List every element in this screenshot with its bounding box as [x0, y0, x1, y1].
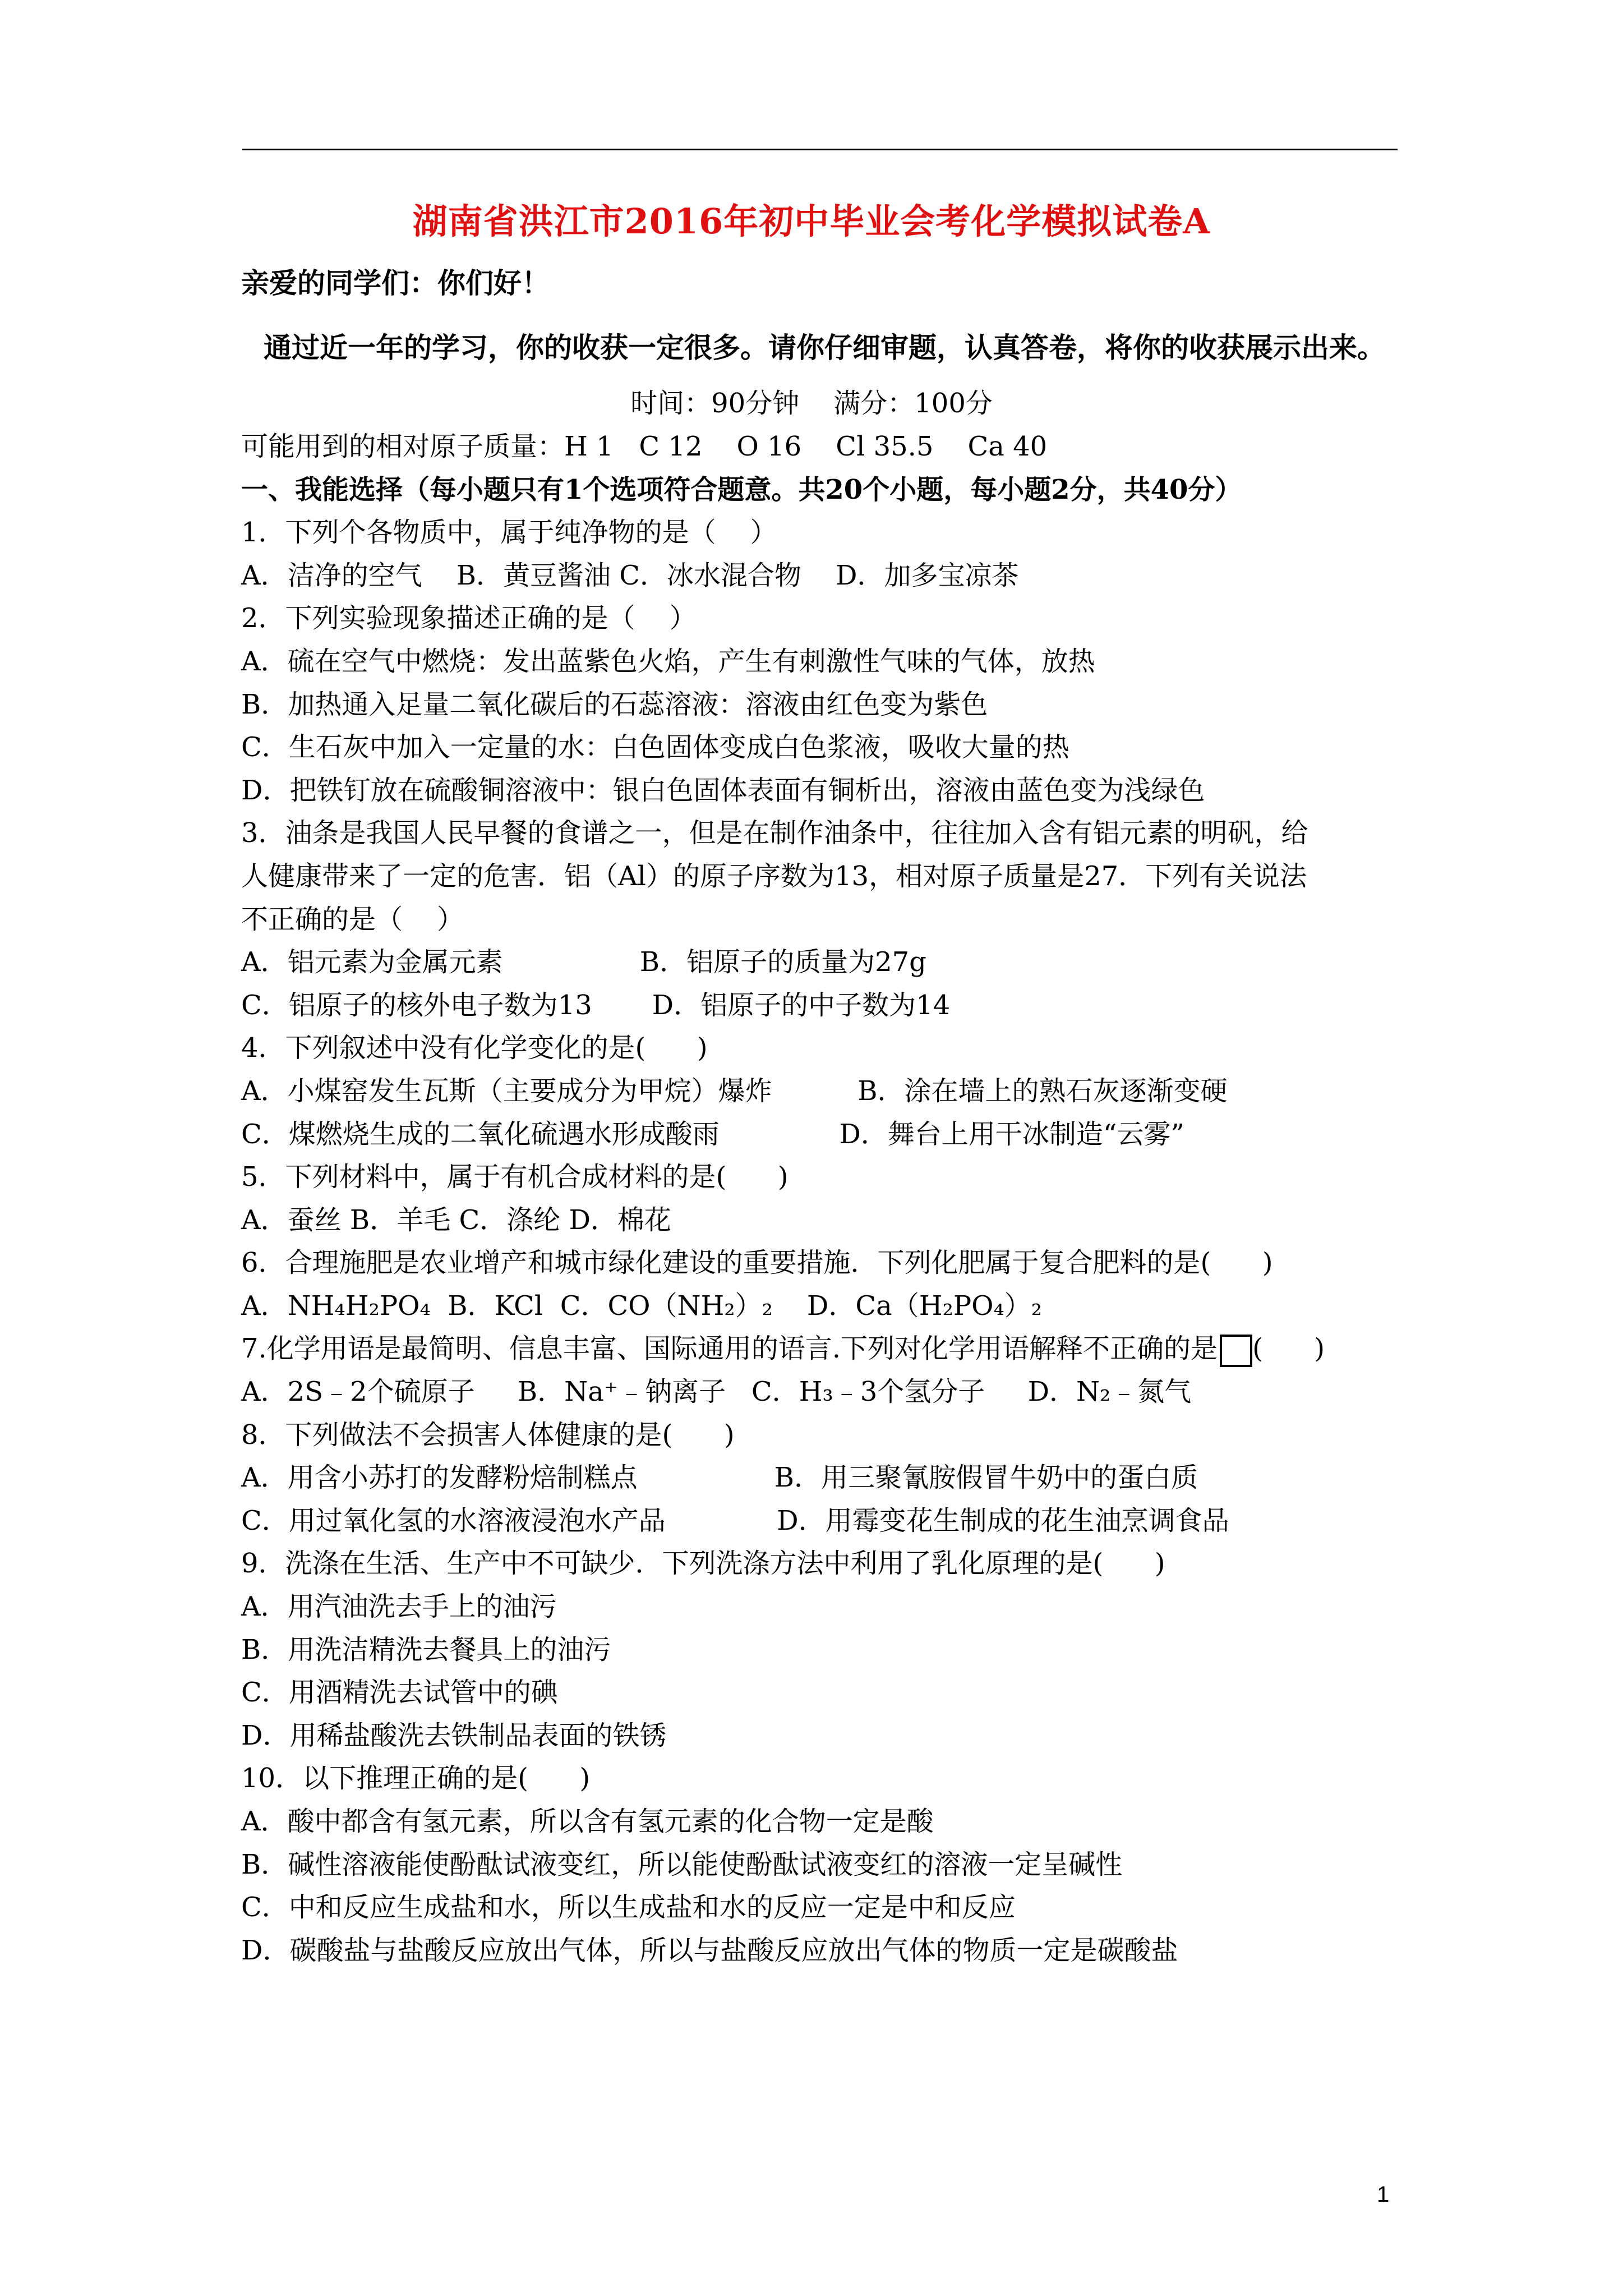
question-9-option-d: D．用稀盐酸洗去铁制品表面的铁锈 — [241, 1719, 667, 1751]
question-9-option-b: B．用洗洁精洗去餐具上的油污 — [241, 1634, 611, 1665]
question-8-options-cd: C．用过氧化氢的水溶液浸泡水产品 D．用霉变花生制成的花生油烹调食品 — [241, 1504, 1229, 1536]
question-5: 5．下列材料中，属于有机合成材料的是( ) — [241, 1161, 789, 1193]
exam-body — [241, 425, 1325, 1972]
intro-text: 通过近一年的学习，你的收获一定很多。请你仔细审题，认真答卷，将你的收获展示出来。 — [264, 331, 1385, 364]
question-10-option-b: B．碱性溶液能使酚酞试液变红，所以能使酚酞试液变红的溶液一定呈碱性 — [241, 1848, 1123, 1880]
question-1-options: A．洁净的空气 B．黄豆酱油 C．冰水混合物 D．加多宝凉茶 — [241, 559, 1019, 591]
section-heading: 一、我能选择（每小题只有1个选项符合题意。共20个小题，每小题2分，共40分） — [241, 473, 1242, 505]
question-7-options: A．2S﹣2个硫原子 B．Na⁺﹣钠离子 C．H₃﹣3个氢分子 D．N₂﹣氮气 — [241, 1376, 1192, 1408]
question-8: 8．下列做法不会损害人体健康的是( ) — [241, 1419, 735, 1451]
question-10-option-a: A．酸中都含有氢元素，所以含有氢元素的化合物一定是酸 — [241, 1806, 934, 1837]
question-10: 10．以下推理正确的是( ) — [241, 1763, 591, 1795]
question-4-options-ab: A．小煤窑发生瓦斯（主要成分为甲烷）爆炸 B．涂在墙上的熟石灰逐渐变硬 — [241, 1075, 1228, 1107]
question-3-line-1: 3．油条是我国人民早餐的食谱之一，但是在制作油条中，往往加入含有铝元素的明矾，给 — [241, 817, 1308, 849]
question-2-option-b: B．加热通入足量二氧化碳后的石蕊溶液：溶液由红色变为紫色 — [241, 688, 988, 720]
question-6: 6．合理施肥是农业增产和城市绿化建设的重要措施．下列化肥属于复合肥料的是( ) — [241, 1247, 1273, 1279]
question-3-options-cd: C．铝原子的核外电子数为13 D．铝原子的中子数为14 — [241, 989, 951, 1021]
question-7 — [241, 1327, 1325, 1370]
question-4: 4．下列叙述中没有化学变化的是( ) — [241, 1032, 708, 1064]
question-2: 2．下列实验现象描述正确的是（ ） — [241, 602, 697, 634]
question-2-option-c: C．生石灰中加入一定量的水：白色固体变成白色浆液，吸收大量的热 — [241, 731, 1069, 763]
question-9: 9．洗涤在生活、生产中不可缺少．下列洗涤方法中利用了乳化原理的是( ) — [241, 1548, 1165, 1580]
question-1: 1．下列个各物质中，属于纯净物的是（ ） — [241, 517, 777, 549]
question-8-options-ab: A．用含小苏打的发酵粉焙制糕点 B．用三聚氰胺假冒牛奶中的蛋白质 — [241, 1462, 1198, 1494]
question-5-options: A．蚕丝 B．羊毛 C．涤纶 D．棉花 — [241, 1204, 671, 1236]
question-10-option-d: D．碳酸盐与盐酸反应放出气体，所以与盐酸反应放出气体的物质一定是碳酸盐 — [241, 1934, 1178, 1966]
question-6-options: A．NH₄H₂PO₄ B．KCl C．CO（NH₂）₂ D．Ca（H₂PO₄）₂ — [241, 1290, 1042, 1322]
time-info: 时间：90分钟 满分：100分 — [630, 388, 993, 419]
question-9-option-a: A．用汽油洗去手上的油污 — [241, 1591, 557, 1623]
page-number: 1 — [1377, 2182, 1390, 2207]
question-2-option-a: A．硫在空气中燃烧：发出蓝紫色火焰，产生有刺激性气味的气体，放热 — [241, 645, 1095, 677]
header-rule — [242, 149, 1398, 150]
question-10-option-c: C．中和反应生成盐和水，所以生成盐和水的反应一定是中和反应 — [241, 1892, 1016, 1924]
question-7-text: 7.化学用语是最简明、信息丰富、国际通用的语言.下列对化学用语解释不正确的是 — [241, 1333, 1218, 1365]
question-9-option-c: C．用酒精洗去试管中的碘 — [241, 1677, 558, 1709]
atomic-mass-line: 可能用到的相对原子质量：H 1 C 12 O 16 Cl 35.5 Ca 40 — [241, 431, 1048, 462]
answer-box[interactable] — [1220, 1335, 1252, 1367]
question-3-options-ab: A．铝元素为金属元素 B．铝原子的质量为27g — [241, 946, 926, 978]
question-4-options-cd: C．煤燃烧生成的二氧化硫遇水形成酸雨 D．舞台上用干冰制造“云雾” — [241, 1118, 1184, 1150]
question-2-option-d: D．把铁钉放在硫酸铜溶液中：银白色固体表面有铜析出，溶液由蓝色变为浅绿色 — [241, 774, 1205, 806]
question-7-bracket: ( ) — [1252, 1333, 1325, 1365]
question-3-line-3: 不正确的是（ ） — [241, 903, 464, 935]
document-title: 湖南省洪江市2016年初中毕业会考化学模拟试卷A — [412, 201, 1211, 242]
greeting: 亲爱的同学们：你们好！ — [241, 266, 550, 300]
question-3-line-2: 人健康带来了一定的危害．铝（Al）的原子序数为13，相对原子质量是27．下列有关说法 — [241, 860, 1307, 892]
